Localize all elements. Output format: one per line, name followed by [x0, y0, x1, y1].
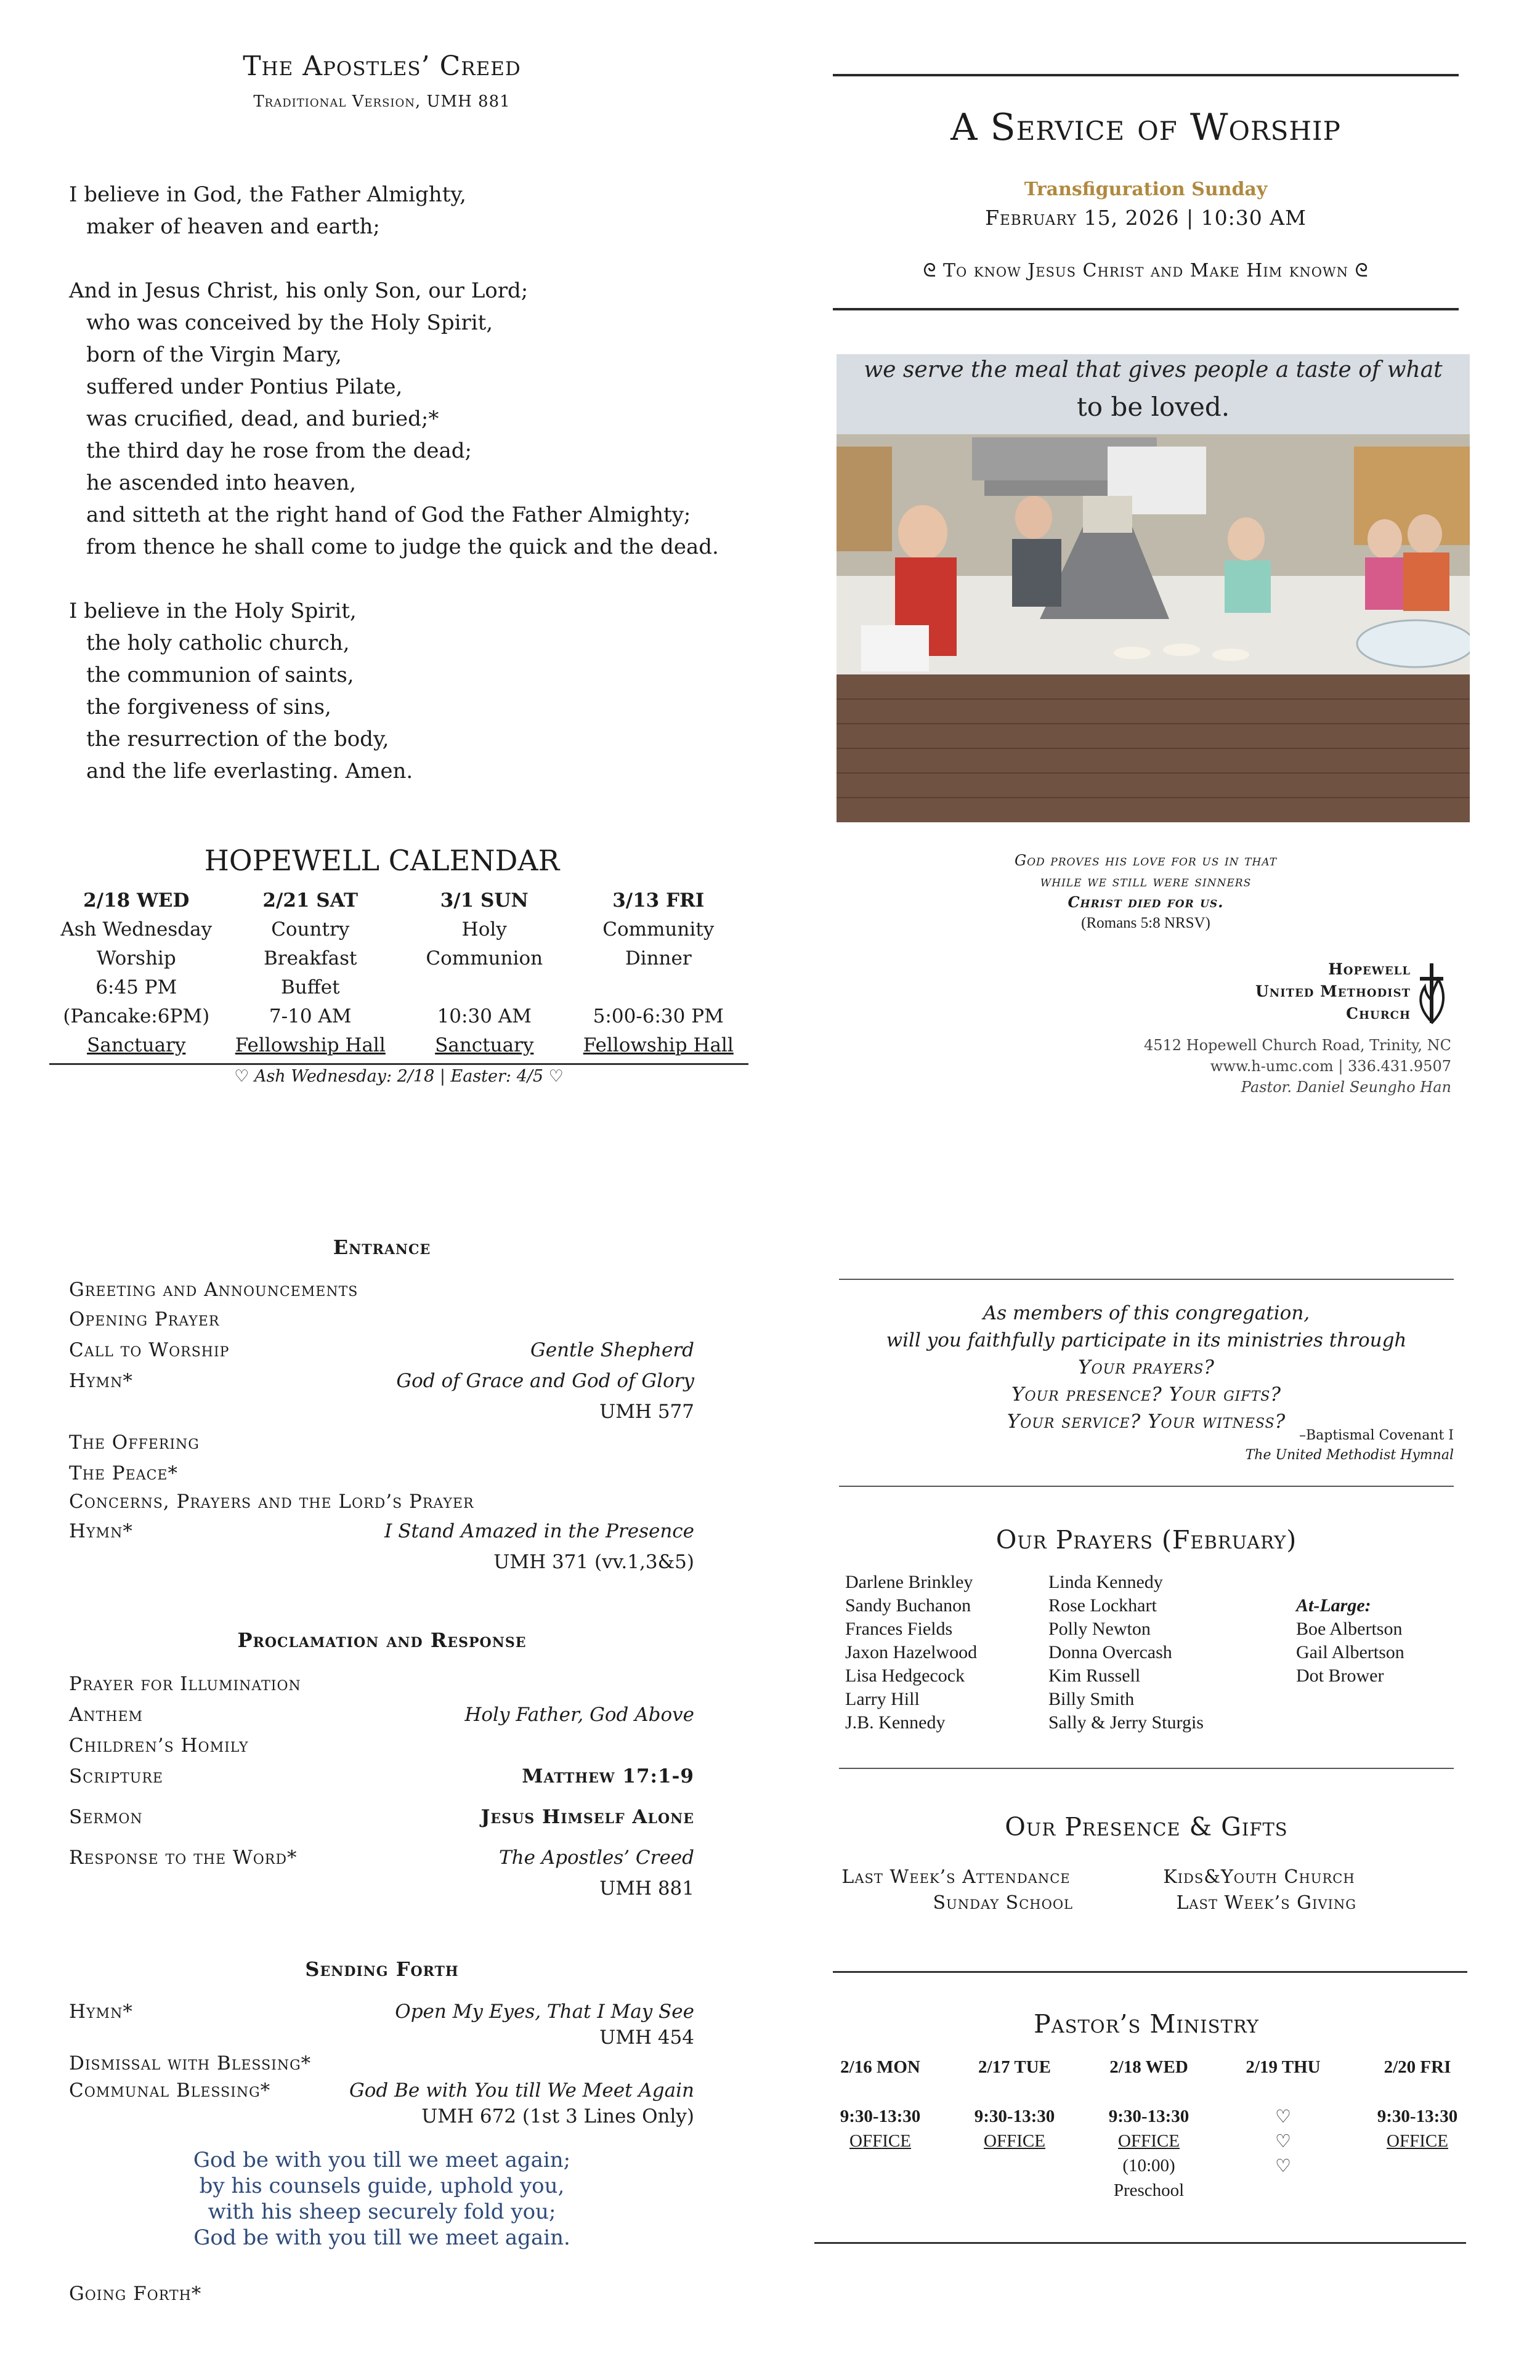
creed-line: the third day he rose from the dead;	[86, 439, 472, 463]
ministry-place: OFFICE	[849, 2131, 911, 2151]
ministry-extra-row	[813, 2153, 1485, 2178]
calendar-date: 3/13 FRI	[612, 889, 705, 912]
prayer-name: Gail Albertson	[1296, 1642, 1404, 1662]
calendar-cell: 5:00-6:30 PM	[593, 1005, 724, 1027]
prayer-name: Kim Russell	[1048, 1666, 1141, 1686]
order-item-label: Call to Worship	[69, 1339, 230, 1361]
calendar-row	[49, 944, 745, 973]
calendar-cell: Community	[602, 918, 715, 941]
calendar-cell: Breakfast	[263, 947, 357, 969]
calendar-date: 2/21 SAT	[262, 889, 359, 912]
sunday-school-label: Sunday School	[933, 1892, 1073, 1914]
covenant-line: As members of this congregation,	[983, 1302, 1310, 1324]
creed-line: the forgiveness of sins,	[86, 695, 331, 719]
order-item-label: Anthem	[69, 1704, 144, 1726]
hymn-number: UMH 371 (vv.1,3&5)	[493, 1551, 694, 1573]
ministry-extra	[813, 2153, 947, 2178]
church-name-line: Church	[1346, 1005, 1411, 1022]
lyric-line: God be with you till we meet again;	[193, 2148, 571, 2172]
creed-paragraph-2	[69, 275, 747, 563]
ministry-day: 2/16 MON	[840, 2057, 920, 2077]
prayer-name: Darlene Brinkley	[845, 1572, 973, 1592]
order-item-label: Hymn*	[69, 2001, 133, 2023]
ministry-place-row	[813, 2129, 1485, 2153]
kitchen-photo-illustration	[837, 354, 1470, 822]
prayer-name: J.B. Kennedy	[845, 1712, 946, 1733]
pastor-ministry-table	[813, 2057, 1485, 2203]
order-item-label: Greeting and Announcements	[69, 1279, 359, 1301]
ministry-place: OFFICE	[1118, 2131, 1180, 2151]
cover-occasion: Transfiguration Sunday	[1024, 179, 1268, 200]
prayer-name: Sally & Jerry Sturgis	[1048, 1712, 1204, 1733]
ministry-day: 2/19 THU	[1246, 2057, 1321, 2077]
cross-and-flame-icon	[1414, 961, 1451, 1026]
calendar-location: Fellowship Hall	[235, 1034, 386, 1056]
order-item-title: God Be with You till We Meet Again	[349, 2079, 694, 2102]
verse-line: God proves his love for us in that	[1014, 852, 1278, 869]
order-item-label: Hymn*	[69, 1520, 133, 1542]
verse-reference: (Romans 5:8 NRSV)	[1081, 915, 1210, 931]
pastor-name: Pastor. Daniel Seungho Han	[1241, 1079, 1451, 1096]
church-name-line: Hopewell	[1328, 960, 1411, 978]
order-item-title: I Stand Amazed in the Presence	[384, 1520, 694, 1542]
prayer-name: Donna Overcash	[1048, 1642, 1172, 1662]
creed-line: the communion of saints,	[86, 663, 354, 687]
calendar-divider	[49, 1063, 748, 1065]
ministry-time-row	[813, 2104, 1485, 2129]
calendar-cell: 10:30 AM	[437, 1005, 532, 1027]
calendar-row	[49, 1030, 745, 1059]
creed-line: maker of heaven and earth;	[86, 214, 380, 239]
prayer-list-at-large	[1296, 1594, 1404, 1688]
order-item-label: The Peace*	[69, 1462, 178, 1484]
creed-line: the holy catholic church,	[86, 631, 350, 655]
covenant-line: Your presence? Your gifts?	[1011, 1383, 1281, 1406]
ministry-time: 9:30-13:30	[1377, 2106, 1458, 2126]
order-item-label: Children’s Homily	[69, 1734, 249, 1757]
order-item-label: Communal Blessing*	[69, 2079, 271, 2102]
calendar-cell: Buffet	[280, 976, 340, 998]
order-item-title: The Apostles’ Creed	[498, 1847, 694, 1869]
order-item-label: Concerns, Prayers and the Lord’s Prayer	[69, 1491, 474, 1513]
ministry-place: OFFICE	[1387, 2131, 1448, 2151]
ministry-extra	[1216, 2178, 1350, 2203]
ministry-time: ♡	[1275, 2107, 1291, 2127]
ministry-extra: Preschool	[1113, 2180, 1185, 2200]
verse-line: while we still were sinners	[1040, 873, 1252, 890]
prayers-heading: Our Prayers (February)	[995, 1525, 1297, 1555]
lyric-line: God be with you till we meet again.	[193, 2225, 570, 2250]
section-divider	[833, 1971, 1467, 1973]
prayer-name: Rose Lockhart	[1048, 1595, 1157, 1616]
sending-heading: Sending Forth	[305, 1957, 459, 1981]
creed-line: he ascended into heaven,	[86, 471, 357, 495]
calendar-table	[49, 886, 745, 1059]
creed-paragraph-3	[69, 595, 747, 787]
prayer-name: Linda Kennedy	[1048, 1572, 1163, 1592]
calendar-cell	[572, 973, 746, 1002]
order-item-label: Opening Prayer	[69, 1308, 220, 1330]
hymn-number: UMH 881	[599, 1877, 694, 1900]
sermon-title: Jesus Himself Alone	[480, 1806, 694, 1828]
calendar-cell: Ash Wednesday	[60, 918, 213, 941]
ministry-extra	[813, 2178, 947, 2203]
calendar-location: Fellowship Hall	[583, 1034, 734, 1056]
creed-line: the resurrection of the body,	[86, 727, 389, 751]
ministry-time: 9:30-13:30	[840, 2106, 921, 2126]
church-web-phone: www.h-umc.com | 336.431.9507	[1210, 1058, 1451, 1075]
creed-line: and sitteth at the right hand of God the Father Almighty;	[86, 503, 691, 527]
prayer-name: Boe Albertson	[1296, 1619, 1403, 1639]
calendar-cell	[397, 973, 572, 1002]
ministry-day: 2/18 WED	[1109, 2057, 1188, 2077]
covenant-hymnal: The United Methodist Hymnal	[1245, 1447, 1454, 1463]
order-item-title: Holy Father, God Above	[464, 1704, 694, 1726]
order-item-label: Sermon	[69, 1806, 143, 1828]
covenant-line: will you faithfully participate in its ministries through	[886, 1329, 1407, 1351]
ministry-extra	[1350, 2178, 1485, 2203]
ministry-time: 9:30-13:30	[974, 2106, 1055, 2126]
ministry-extra	[947, 2153, 1082, 2178]
creed-line: suffered under Pontius Pilate,	[86, 374, 403, 399]
lyric-line: with his sheep securely fold you;	[208, 2200, 556, 2224]
ministry-heading: Pastor’s Ministry	[1034, 2009, 1259, 2039]
calendar-row	[49, 915, 745, 944]
ministry-extra: (10:00)	[1122, 2155, 1175, 2176]
calendar-cell: Dinner	[625, 947, 692, 969]
kitchen-photo	[837, 354, 1470, 822]
blessing-lyrics	[37, 2147, 727, 2251]
calendar-title: HOPEWELL CALENDAR	[204, 844, 560, 877]
calendar-cell: (Pancake:6PM)	[63, 1005, 210, 1027]
order-item-label: Dismissal with Blessing*	[69, 2052, 312, 2074]
covenant-source: –Baptismal Covenant I	[1299, 1428, 1454, 1443]
section-divider	[814, 2242, 1466, 2244]
order-item-title: Gentle Shepherd	[530, 1339, 694, 1361]
cover-bottom-rule	[833, 308, 1459, 310]
verse-line: Christ died for us.	[1068, 893, 1224, 911]
prayer-name: Lisa Hedgecock	[845, 1666, 965, 1686]
church-address: 4512 Hopewell Church Road, Trinity, NC	[1143, 1037, 1451, 1054]
creed-line: I believe in the Holy Spirit,	[69, 599, 357, 623]
proclamation-heading: Proclamation and Response	[237, 1629, 527, 1652]
prayer-name: Dot Brower	[1296, 1666, 1384, 1686]
ministry-time: 9:30-13:30	[1108, 2106, 1189, 2126]
baptismal-covenant	[839, 1300, 1454, 1435]
church-name	[1170, 958, 1411, 1025]
ministry-place: ♡	[1275, 2131, 1291, 2151]
prayer-name: Frances Fields	[845, 1619, 953, 1639]
calendar-location: Sanctuary	[435, 1034, 534, 1056]
calendar-row	[49, 1002, 745, 1030]
calendar-note: ♡ Ash Wednesday: 2/18 | Easter: 4/5 ♡	[234, 1067, 564, 1086]
order-item-label: Prayer for Illumination	[69, 1673, 301, 1695]
creed-line: from thence he shall come to judge the quick and the dead.	[86, 535, 719, 559]
at-large-heading: At-Large:	[1296, 1595, 1371, 1616]
giving-label: Last Week’s Giving	[1176, 1892, 1356, 1914]
calendar-location: Sanctuary	[87, 1034, 186, 1056]
prayer-list-1	[845, 1571, 977, 1734]
creed-paragraph-1	[69, 179, 747, 243]
calendar-cell: Worship	[96, 947, 176, 969]
prayer-name: Polly Newton	[1048, 1619, 1151, 1639]
cover-date: February 15, 2026 | 10:30 AM	[985, 206, 1307, 230]
kids-youth-label: Kids&Youth Church	[1163, 1866, 1355, 1888]
ministry-extra	[947, 2178, 1082, 2203]
banner-line-1: we serve the meal that gives people a taste of what	[864, 357, 1443, 382]
creed-line: and the life everlasting. Amen.	[86, 759, 413, 783]
attendance-label: Last Week’s Attendance	[841, 1866, 1071, 1888]
section-divider	[839, 1768, 1454, 1769]
cover-top-rule	[833, 74, 1459, 76]
creed-line: who was conceived by the Holy Spirit,	[86, 310, 493, 335]
covenant-line: Your prayers?	[1078, 1356, 1215, 1378]
covenant-line: Your service? Your witness?	[1007, 1411, 1286, 1433]
prayer-name: Larry Hill	[845, 1689, 920, 1709]
hymn-number: UMH 454	[599, 2026, 694, 2049]
creed-line: born of the Virgin Mary,	[86, 342, 342, 367]
prayer-name: Billy Smith	[1048, 1689, 1135, 1709]
ministry-day: 2/17 TUE	[978, 2057, 1051, 2077]
order-item-label: Going Forth*	[69, 2283, 202, 2305]
creed-line: was crucified, dead, and buried;*	[86, 407, 439, 431]
hymn-number: UMH 577	[599, 1401, 694, 1423]
presence-heading: Our Presence & Gifts	[1005, 1812, 1288, 1842]
ministry-extra: ♡	[1275, 2156, 1291, 2176]
order-item-title: Open My Eyes, That I May See	[395, 2001, 694, 2023]
calendar-header-row	[49, 886, 745, 915]
order-item-title: God of Grace and God of Glory	[396, 1370, 694, 1392]
lyric-line: by his counsels guide, uphold you,	[199, 2174, 565, 2198]
order-item-label: Response to the Word*	[69, 1847, 298, 1869]
calendar-date: 2/18 WED	[83, 889, 190, 912]
calendar-cell: 7-10 AM	[269, 1005, 352, 1027]
creed-line: I believe in God, the Father Almighty,	[69, 182, 466, 207]
ministry-place: OFFICE	[984, 2131, 1045, 2151]
prayer-name: Jaxon Hazelwood	[845, 1642, 978, 1662]
order-item-label: The Offering	[69, 1431, 200, 1454]
ministry-extra	[1350, 2153, 1485, 2178]
cover-motto: ᘓ To know Jesus Christ and Make Him known ᘓ	[923, 260, 1369, 281]
order-item-label: Hymn*	[69, 1370, 133, 1392]
scripture-reference: Matthew 17:1-9	[522, 1765, 694, 1787]
entrance-heading: Entrance	[333, 1236, 431, 1259]
order-item-label: Scripture	[69, 1765, 163, 1787]
creed-line: And in Jesus Christ, his only Son, our Lord;	[69, 278, 529, 303]
cover-title: A Service of Worship	[950, 106, 1341, 149]
calendar-cell: Holy	[461, 918, 507, 941]
calendar-date: 3/1 SUN	[440, 889, 529, 912]
ministry-day-row	[813, 2057, 1485, 2104]
prayer-list-2	[1048, 1571, 1204, 1734]
creed-subtitle: Traditional Version, UMH 881	[253, 92, 511, 111]
bible-verse	[833, 850, 1459, 934]
banner-line-2: to be loved.	[1076, 392, 1230, 422]
calendar-cell: 6:45 PM	[95, 976, 177, 998]
church-name-line: United Methodist	[1255, 982, 1411, 1000]
section-divider	[839, 1279, 1454, 1280]
ministry-extra-row	[813, 2178, 1485, 2203]
hymn-number: UMH 672 (1st 3 Lines Only)	[421, 2105, 694, 2127]
creed-title: The Apostles’ Creed	[243, 51, 521, 82]
calendar-cell: Communion	[426, 947, 543, 969]
church-contact	[1047, 1035, 1451, 1098]
calendar-row	[49, 973, 745, 1002]
section-divider	[839, 1486, 1454, 1487]
prayer-name: Sandy Buchanon	[845, 1595, 971, 1616]
calendar-cell: Country	[271, 918, 350, 941]
ministry-day: 2/20 FRI	[1384, 2057, 1451, 2077]
